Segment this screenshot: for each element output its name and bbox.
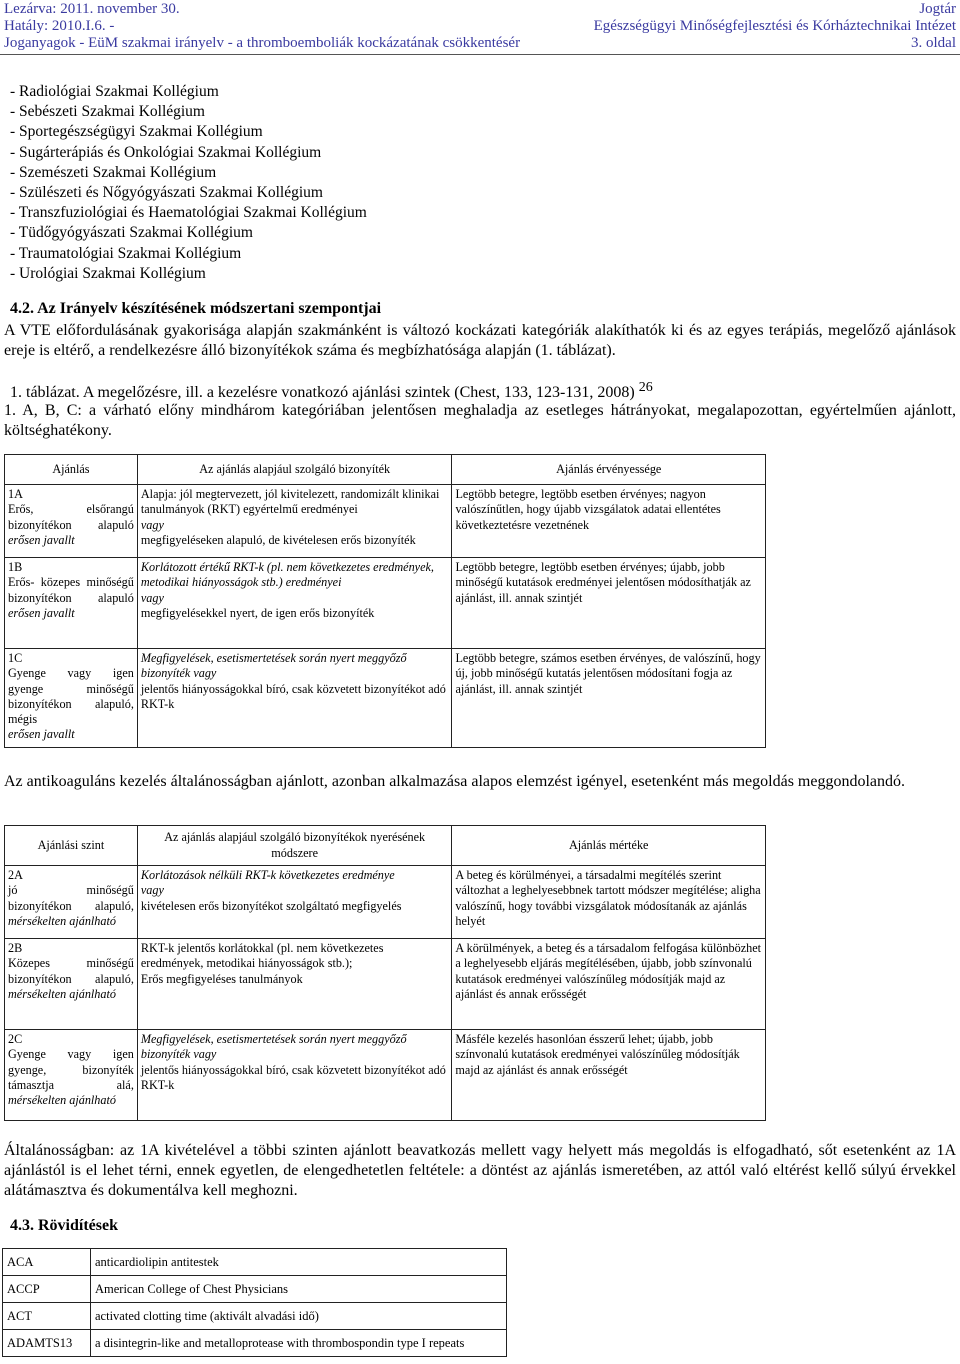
level-description: Gyenge vagy igen gyenge minőségű bizonyítékon alapuló, mégis [8, 666, 134, 727]
level-note: mérsékelten ajánlható [8, 1093, 116, 1108]
table-caption [10, 380, 653, 402]
level-description: Közepes minőségű bizonyítékon alapuló, [8, 956, 134, 986]
evidence-text: megfigyeléseken alapuló, de kivételesen erős bizonyíték [140, 532, 416, 547]
validity-cell: Legtöbb betegre, számos esetben érvényes, de valószínű, hogy új, jobb minőségű kutatás jelentősen módosítani fogja az ajánlást, ill. annak szintjét [452, 649, 766, 748]
kollegium-list [10, 82, 367, 284]
header-divider [0, 54, 960, 55]
evidence-text: vagy [140, 883, 164, 898]
level-note: mérsékelten ajánlható [8, 913, 116, 928]
evidence-cell [137, 485, 452, 558]
evidence-cell [137, 939, 452, 1030]
level-code: 1A [8, 487, 23, 501]
list-item: - Szülészeti és Nőgyógyászati Szakmai Kollégium [10, 184, 323, 202]
table-row [3, 1249, 507, 1276]
abbreviation-definition: a disintegrin-like and metalloprotease with thrombospondin type I repeats [91, 1330, 507, 1357]
table-row [3, 1276, 507, 1303]
degree-cell: Másféle kezelés hasonlóan ésszerű lehet; újabb, jobb színvonalú kutatások eredményei valószínűleg módosítják majd az ajánlást és annak erősségét [452, 1030, 766, 1121]
degree-cell: A körülmények, a beteg és a társadalom felfogása különbözhet a leghelyesebb eljárás megítélésében, újabb, jobb színvonalú kutatások eredményei valószínűleg módosítják majd az ajánlást és annak erősségét [452, 939, 766, 1030]
level-description: Erős, elsőrangú bizonyítékon alapuló [8, 502, 134, 532]
column-header: Ajánlás mértéke [452, 826, 766, 866]
abbreviation-definition: anticardiolipin antitestek [91, 1249, 507, 1276]
level-cell [5, 558, 138, 649]
level-note: erősen javallt [8, 605, 75, 620]
column-header: Ajánlás érvényessége [452, 455, 766, 485]
evidence-text: kivételesen erős bizonyítékot szolgáltató megfigyelés [140, 898, 402, 913]
evidence-text: Megfigyelések, esetismertetések során nyert meggyőző bizonyíték vagy [140, 1032, 407, 1062]
validity-cell: Legtöbb betegre, legtöbb esetben érvényes; újabb, jobb minőségű kutatások eredményei jelentősen módosíthatják az ajánlást, ill. annak szintjét [452, 558, 766, 649]
level-cell [5, 939, 138, 1030]
list-item: - Sebészeti Szakmai Kollégium [10, 103, 205, 121]
abbreviations-table [2, 1248, 507, 1357]
header-right [594, 1, 956, 52]
table-caption-reference: 26 [638, 380, 653, 395]
level-note: erősen javallt [8, 727, 75, 742]
abbreviation-definition: American College of Chest Physicians [91, 1276, 507, 1303]
level-description: jó minőségű bizonyítékon alapuló, [8, 883, 134, 913]
level-cell [5, 866, 138, 939]
evidence-text: RKT-k jelentős korlátokkal (pl. nem következetes eredmények, metodikai hiányosságok stb.); [140, 941, 384, 971]
level-code: 2B [8, 941, 23, 955]
header-left [4, 1, 520, 52]
table-row [5, 939, 766, 1030]
evidence-cell [137, 866, 452, 939]
evidence-text: Korlátozások nélküli RKT-k következetes eredménye [140, 868, 395, 882]
abbreviation: ACCP [3, 1276, 91, 1303]
section-heading-4-2: 4.2. Az Irányelv készítésének módszertani szempontjai [10, 300, 382, 317]
validity-cell: Legtöbb betegre, legtöbb esetben érvényes; nagyon valószínűtlen, hogy újabb vizsgálatok adatai ellentétes következtetésre vezetnének [452, 485, 766, 558]
level-note: mérsékelten ajánlható [8, 986, 116, 1001]
evidence-text: Erős megfigyeléses tanulmányok [140, 971, 303, 986]
abbreviation: ACA [3, 1249, 91, 1276]
paragraph-abc: 1. A, B, C: a várható előny mindhárom kategóriában jelentősen meghaladja az esetleges hátrányokat, megalapozottan, egyértelműen ajánlott, költséghatékony. [4, 402, 956, 439]
column-header: Ajánlás [5, 455, 138, 485]
paragraph-anticoagulant: Az antikoaguláns kezelés általánosságban ajánlott, azonban alkalmazása alapos elemzést igényel, esetenként más megoldás meggondolandó. [4, 773, 906, 790]
table-caption-text: 1. táblázat. A megelőzésre, ill. a kezelésre vonatkozó ajánlási szintek (Chest, 133, 123-131, 2008) [10, 384, 635, 401]
level-description: Erős- közepes minőségű bizonyítékon alapuló [8, 575, 134, 605]
evidence-text: Megfigyelések, esetismertetések során nyert meggyőző bizonyíték vagy [140, 651, 407, 681]
level-code: 1B [8, 560, 23, 574]
evidence-cell [137, 558, 452, 649]
paragraph-vte: A VTE előfordulásának gyakorisága alapján szakmánként is változó kockázati kategóriák alakíthatók ki és az egyes terápiás, megelőző ajánlások ereje is eltérő, a rendelkezésre álló bizonyítékok száma és megbízhatósága alapján (1. táblázat). [4, 322, 956, 359]
level-code: 2A [8, 868, 23, 882]
table-row [5, 485, 766, 558]
abbreviation: ADAMTS13 [3, 1330, 91, 1357]
column-header: Az ajánlás alapjául szolgáló bizonyítékok nyerésének módszere [137, 826, 452, 866]
list-item: - Sugárterápiás és Onkológiai Szakmai Kollégium [10, 143, 322, 161]
level-cell [5, 649, 138, 748]
list-item: - Sportegészségügyi Szakmai Kollégium [10, 123, 263, 141]
evidence-text: vagy [140, 590, 164, 605]
abbreviation-definition: activated clotting time (aktivált alvadási idő) [91, 1303, 507, 1330]
header-institute: Egészségügyi Minőségfejlesztési és Kórháztechnikai Intézet [593, 18, 956, 34]
column-header: Az ajánlás alapjául szolgáló bizonyíték [137, 455, 452, 485]
table-row [5, 649, 766, 748]
list-item: - Traumatológiai Szakmai Kollégium [10, 244, 242, 262]
evidence-text: jelentős hiányosságokkal bíró, csak közvetett bizonyítékot adó RKT-k [140, 681, 446, 711]
evidence-text: megfigyelésekkel nyert, de igen erős bizonyíték [140, 605, 375, 620]
header-page-number: 3. oldal [911, 35, 956, 51]
evidence-text: Korlátozott értékű RKT-k (pl. nem következetes eredmények, metodikai hiányosságok stb.) eredményei [140, 560, 434, 590]
level-code: 1C [8, 651, 23, 665]
evidence-cell [137, 649, 452, 748]
table-row [5, 866, 766, 939]
recommendation-table-1 [4, 454, 766, 748]
degree-cell: A beteg és körülményei, a társadalmi megítélés szerint változhat a leghelyesebbnek tartott módszer megítélése; aligha valószínű, hogy további vizsgálatok módosítanák az ajánlás helyét [452, 866, 766, 939]
list-item: - Radiológiai Szakmai Kollégium [10, 83, 219, 100]
evidence-cell [137, 1030, 452, 1121]
table-row [3, 1330, 507, 1357]
header-brand: Jogtár [919, 1, 956, 17]
table-row [5, 1030, 766, 1121]
paragraph-general: Általánosságban: az 1A kivételével a többi szinten ajánlott beavatkozás mellett vagy helyett más megoldás is elfogadható, sőt esetenként az 1A ajánlástól is el lehet térni, ennek egyetlen, de elengedhetetlen feltétele: a döntést az ajánlás ismeretében, az attól való eltérést kellő súlyú érvekkel alátámasztva és dokumentálva kell meghozni. [4, 1142, 956, 1199]
list-item: - Urológiai Szakmai Kollégium [10, 264, 206, 282]
evidence-text: Alapja: jól megtervezett, jól kivitelezett, randomizált klinikai tanulmányok (RKT) egyértelmű eredményei [140, 487, 440, 517]
evidence-text: jelentős hiányosságokkal bíró, csak közvetett bizonyítékot adó RKT-k [140, 1062, 446, 1092]
table-row [5, 558, 766, 649]
level-cell [5, 1030, 138, 1121]
level-code: 2C [8, 1032, 23, 1046]
level-note: erősen javallt [8, 532, 75, 547]
level-description: Gyenge vagy igen gyenge, bizonyíték támasztja alá, [8, 1047, 134, 1092]
header-closed-date: Lezárva: 2011. november 30. [4, 1, 180, 17]
column-header: Ajánlási szint [5, 826, 138, 866]
evidence-text: vagy [140, 517, 164, 532]
list-item: - Transzfuziológiai és Haematológiai Szakmai Kollégium [10, 204, 367, 222]
header-document-title: Joganyagok - EüM szakmai irányelv - a thromboemboliák kockázatának csökkentésér [4, 35, 521, 51]
recommendation-table-2 [4, 825, 766, 1121]
header-effect-date: Hatály: 2010.I.6. - [4, 18, 115, 34]
table-row [3, 1303, 507, 1330]
level-cell [5, 485, 138, 558]
list-item: - Szemészeti Szakmai Kollégium [10, 163, 217, 181]
page-header [0, 0, 960, 52]
section-heading-4-3: 4.3. Rövidítések [10, 1217, 118, 1234]
list-item: - Tüdőgyógyászati Szakmai Kollégium [10, 224, 253, 242]
abbreviation: ACT [3, 1303, 91, 1330]
